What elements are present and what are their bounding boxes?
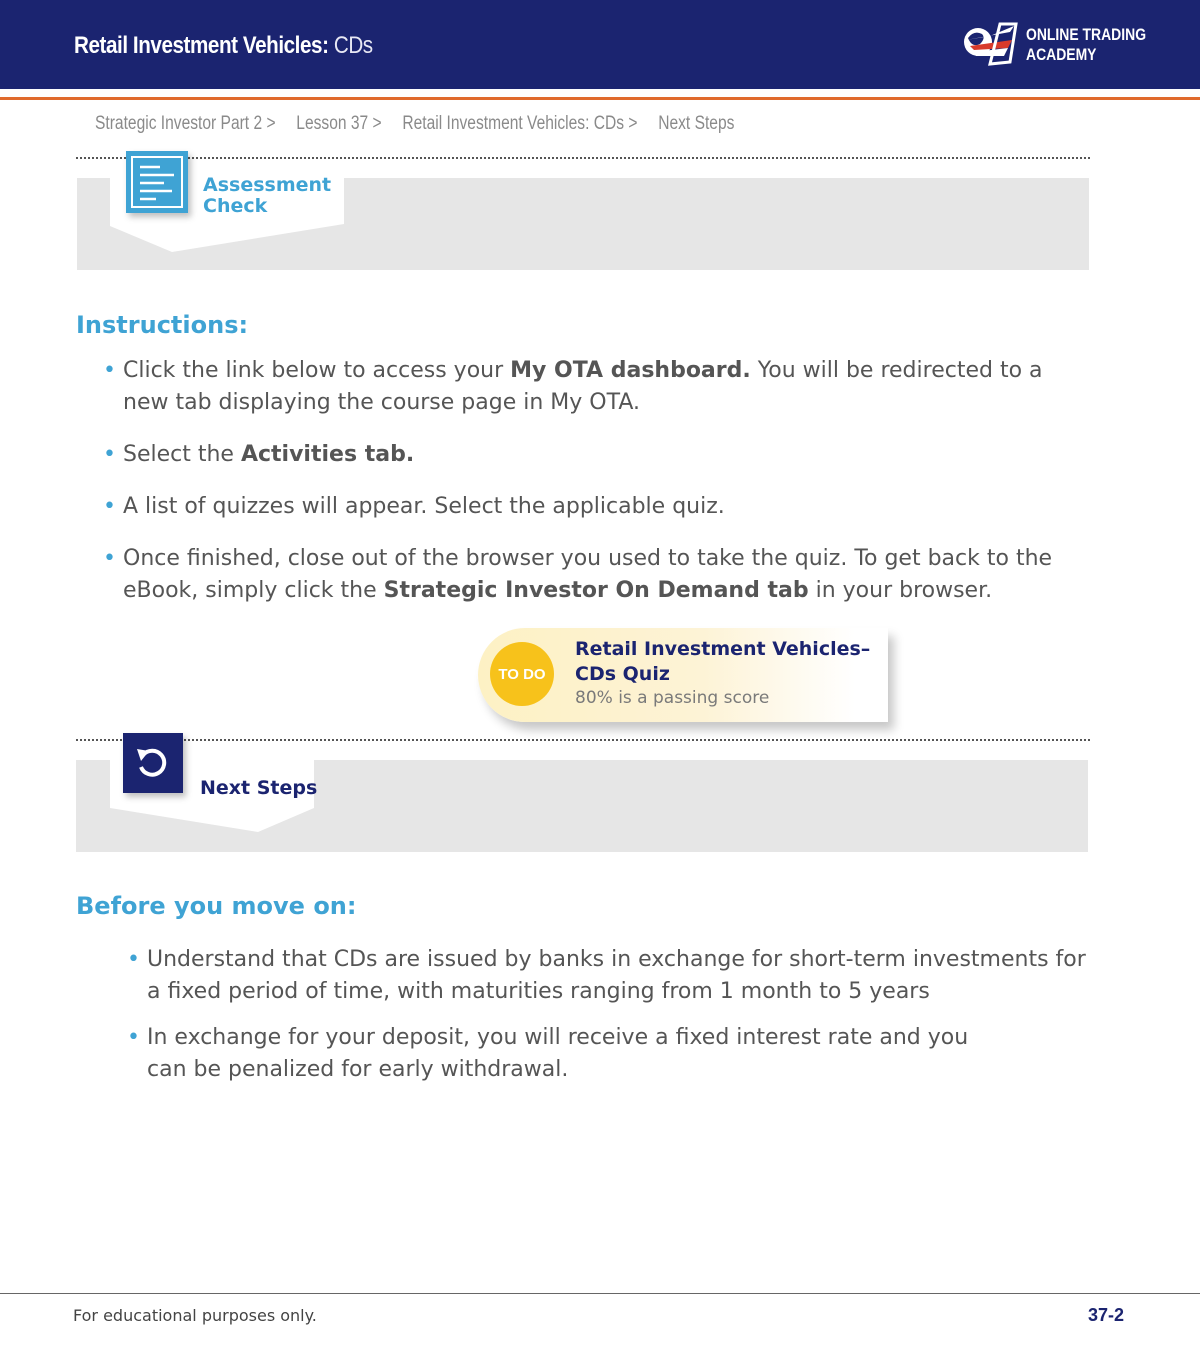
section-divider (76, 157, 1090, 159)
todo-badge: TO DO (490, 642, 554, 706)
next-steps-label: Next Steps (200, 777, 318, 799)
page-title (74, 32, 373, 60)
item-text: Select the (123, 442, 241, 467)
item-text: Understand that CDs are issued by banks in exchange for short-term investments for a fixed period of time, with maturities ranging from 1 month to 5 years (147, 947, 1086, 1004)
footer-disclaimer: For educational purposes only. (73, 1306, 317, 1325)
ota-logo (960, 20, 1147, 70)
item-text: Click the link below to access your (123, 358, 511, 383)
page-header (0, 0, 1200, 89)
page-number: 37-2 (1088, 1305, 1125, 1325)
logo-wordmark (1026, 25, 1146, 65)
breadcrumb-item[interactable]: Retail Investment Vehicles: CDs > (402, 113, 638, 134)
quiz-title[interactable] (575, 637, 875, 687)
quiz-link-card[interactable] (478, 628, 888, 722)
section-divider (76, 739, 1090, 741)
list-item (103, 355, 1073, 419)
bullet-icon: • (127, 947, 140, 972)
before-move-on-heading: Before you move on: (76, 892, 357, 920)
breadcrumb-item[interactable]: Lesson 37 > (296, 113, 382, 134)
assessment-label-line2: Check (203, 195, 268, 217)
bullet-icon: • (103, 546, 116, 571)
footer-rule (0, 1293, 1200, 1294)
instructions-heading: Instructions: (76, 311, 249, 339)
breadcrumb-item[interactable]: Strategic Investor Part 2 > (95, 113, 276, 134)
item-text: In exchange for your deposit, you will receive a fixed interest rate and you can be penalized for early withdrawal. (147, 1025, 969, 1082)
list-item (103, 439, 1073, 471)
quiz-passing-score: 80% is a passing score (575, 688, 770, 708)
logo-line1: ONLINE TRADING (1026, 25, 1147, 44)
item-text: Once finished, close out of the browser you used to take the quiz. To get back to the eBook, simply click the (123, 546, 1053, 603)
quiz-title-line2: CDs Quiz (575, 663, 670, 685)
list-item (127, 1022, 1007, 1086)
assessment-check-label (203, 175, 331, 217)
bullet-icon: • (103, 358, 116, 383)
bullet-icon: • (127, 1025, 140, 1050)
checklist-icon (126, 151, 188, 213)
instructions-list (103, 355, 1073, 607)
bullet-icon: • (103, 442, 116, 467)
item-bold[interactable]: My OTA dashboard. (510, 358, 751, 383)
assessment-label-line1: Assessment (203, 174, 332, 196)
page-title-main: Retail Investment Vehicles: (74, 32, 329, 59)
logo-line2: ACADEMY (1026, 45, 1097, 64)
item-text: A list of quizzes will appear. Select the applicable quiz. (123, 494, 725, 519)
list-item (103, 543, 1073, 607)
list-item (103, 491, 1073, 523)
ota-globe-icon (960, 20, 1020, 70)
breadcrumb (95, 113, 751, 139)
quiz-title-line1: Retail Investment Vehicles– (575, 638, 871, 660)
refresh-icon (123, 733, 183, 793)
breadcrumb-item-current: Next Steps (658, 113, 735, 134)
list-item (127, 944, 1092, 1008)
bullet-icon: • (103, 494, 116, 519)
item-bold: Strategic Investor On Demand tab (383, 578, 809, 603)
item-bold: Activities tab. (240, 442, 415, 467)
page-title-topic: CDs (333, 32, 373, 59)
item-text: You will be redirected to a new tab displaying the course page in My OTA. (123, 358, 1043, 415)
item-text: in your browser. (808, 578, 993, 603)
next-steps-list (127, 944, 1092, 1086)
header-orange-rule (0, 97, 1200, 100)
